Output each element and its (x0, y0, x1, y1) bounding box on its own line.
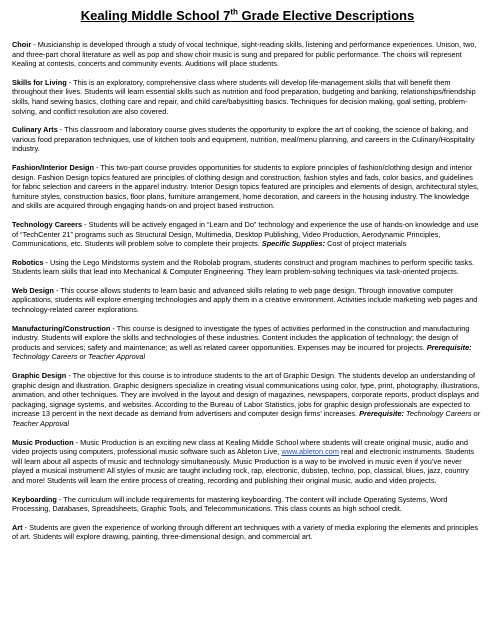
supplies-label: Specific Supplies: (261, 239, 326, 249)
course-name: Web Design (12, 285, 54, 295)
course-name: Robotics (12, 257, 44, 267)
title-superscript: th (230, 7, 238, 17)
supplies-text: Cost of project materials (325, 239, 407, 249)
course-entry-manufacturing-construction (12, 324, 483, 362)
course-entry-robotics (12, 258, 483, 277)
course-name: Fashion/Interior Design (12, 162, 95, 172)
course-name: Culinary Arts (12, 125, 58, 135)
course-entry-culinary-arts (12, 125, 483, 154)
page-title (0, 8, 495, 24)
course-description-continued: real and electronic instruments. Students will learn about all aspects of music and technology simultaneously. Music Production is a way to be involved in music even if you’ve never played a musical instrument! All styles of music are taught including rock, rap, electronic, dubstep, techno, pop, classical, blues, jazz, country and more! Students will learn the entire process of creating, recording and publishing their original music, audio and video projects. (12, 447, 475, 485)
course-entry-art (12, 523, 483, 542)
course-entry-skills-for-living (12, 78, 483, 116)
course-name: Skills for Living (12, 77, 67, 87)
course-description: - This two-part course provides opportunities for students to explore principles of fashion/clothing design and interior design. Fashion Design topics featured are principles of clothing design and construction, fashion styles and fads, color basics, and guidelines for fabric selection and careers in the apparel industry. Interior Design topics featured are principles and elements of design, architectural styles, furniture styles, construction basics, floor plans, furniture arrangement, home decoration, and careers in the housing industry. The knowledge and skills are acquired through engaging hands-on and project based instruction. (12, 162, 479, 211)
course-description: - This course allows students to learn basic and advanced skills relating to web page design. Through innovative computer applications, students will explore emerging technologies and apply them in a creative environment. Activities include marketing web pages and technology-related career explorations. (12, 285, 478, 315)
title-suffix: Grade Elective Descriptions (237, 8, 415, 23)
course-name: Choir (12, 40, 32, 49)
course-description: - The objective for this course is to introduce students to the art of Graphic Design. The students develop an understanding of graphic design and illustration. Graphic designers specialize in creating visual communications using color, type, print, photography, illustrations, animation, and other techniques. They are involved in the layout and design of magazines, newspapers, corporate reports, product displays and packaging, signage systems, and websites. According to the Bureau of Labor Statistics, jobs for graphic design professionals are expected to increase 13 percent in the next decade as demand from advertisers and computer design firms’ increases. (12, 371, 480, 419)
course-name: Music Production (12, 437, 74, 447)
course-description: - Students are given the experience of working through different art techniques with a variety of media exploring the elements and principles of art. Students will explore drawing, painting, three-dimensional design, and commercial art. (12, 522, 479, 542)
course-entry-choir (12, 40, 483, 69)
course-list (12, 40, 483, 551)
course-description: - This is an exploratory, comprehensive class where students will develop life-management skills that will benefit them throughout their lives. Students will learn essential skills such as nutrition and food preparation, budgeting and banking, relationships/friendship skills, hand sewing basics, clothing care and repair, and child care/babysitting basics. Techniques for decision making, goal setting, problem-solving, and conflict resolution are also covered. (12, 77, 476, 116)
course-entry-keyboarding (12, 495, 483, 514)
title-text (81, 8, 414, 23)
course-description: - Students will be actively engaged in “Learn and Do” technology and experience the use of hands-on knowledge and use of “TechCenter 21” programs such as Structural Design, Multimedia, Desktop Publishing, Video Production, Aerodynamic Principles, Communications, etc. Students will problem solve to complete their projects. (12, 219, 479, 249)
course-description: - This course is designed to investigate the types of activities performed in the construction and manufacturing industry. Students will explore the skills and technologies of these industries. Content includes the application of technology; the design of products and services; safety and maintenance; as well as related career opportunities. Expenses may be incurred for projects. (12, 323, 470, 352)
course-entry-music-production (12, 438, 483, 486)
title-prefix: Kealing Middle School 7 (80, 8, 231, 23)
course-name: Art (12, 522, 23, 532)
course-description: - The curriculum will include requirements for mastering keyboarding. The content will include Operating Systems, Word Processing, Databases, Spreadsheets, Graphic Tools, and Telecommunications. This class counts as high school credit. (12, 494, 448, 514)
ableton-link[interactable]: www.ableton.com (281, 447, 339, 457)
course-entry-technology-careers (12, 220, 483, 249)
course-description: - This classroom and laboratory course gives students the opportunity to explore the art of cooking, the science of baking, and various food preparation techniques, use of kitchen tools and equipment, nutrition, meal/menu planning, and careers in the Culinary/Hospitality Industry. (12, 125, 475, 154)
course-name: Keyboarding (12, 494, 57, 504)
course-name: Graphic Design (12, 371, 67, 381)
prerequisite-text: Technology Careers or Teacher Approval (12, 352, 146, 362)
course-entry-fashion-interior-design (12, 163, 483, 211)
course-name: Technology Careers (12, 219, 83, 229)
prerequisite-label: Prerequisite: (359, 409, 405, 419)
course-entry-graphic-design (12, 371, 483, 429)
prerequisite-label: Prerequisite: (426, 342, 472, 352)
course-description: - Musicianship is developed through a study of vocal technique, sight-reading skills, listening and performance experiences. Unison, two, and three-part choral literature as well as pop and show choir music is sung and prepared for public performance. The choirs will represent Kealing at contests, concerts and community events. Auditions will place students. (12, 40, 477, 69)
course-description: - Music Production is an exciting new class at Kealing Middle School where students will create original music, audio and video projects using computers, professional music software such as Ableton Live, (12, 437, 468, 457)
course-name: Manufacturing/Construction (12, 323, 111, 333)
course-entry-web-design (12, 286, 483, 315)
course-description: - Using the Lego Mindstorms system and the Robolab program, students construct and program machines to perform specific tasks. Students learn skills that lead into Mechanical & Computer Engineering. They learn problem-solving techniques via task-oriented projects. (12, 257, 475, 277)
prerequisite-text: Technology Careers or Teacher Approval (12, 409, 481, 428)
